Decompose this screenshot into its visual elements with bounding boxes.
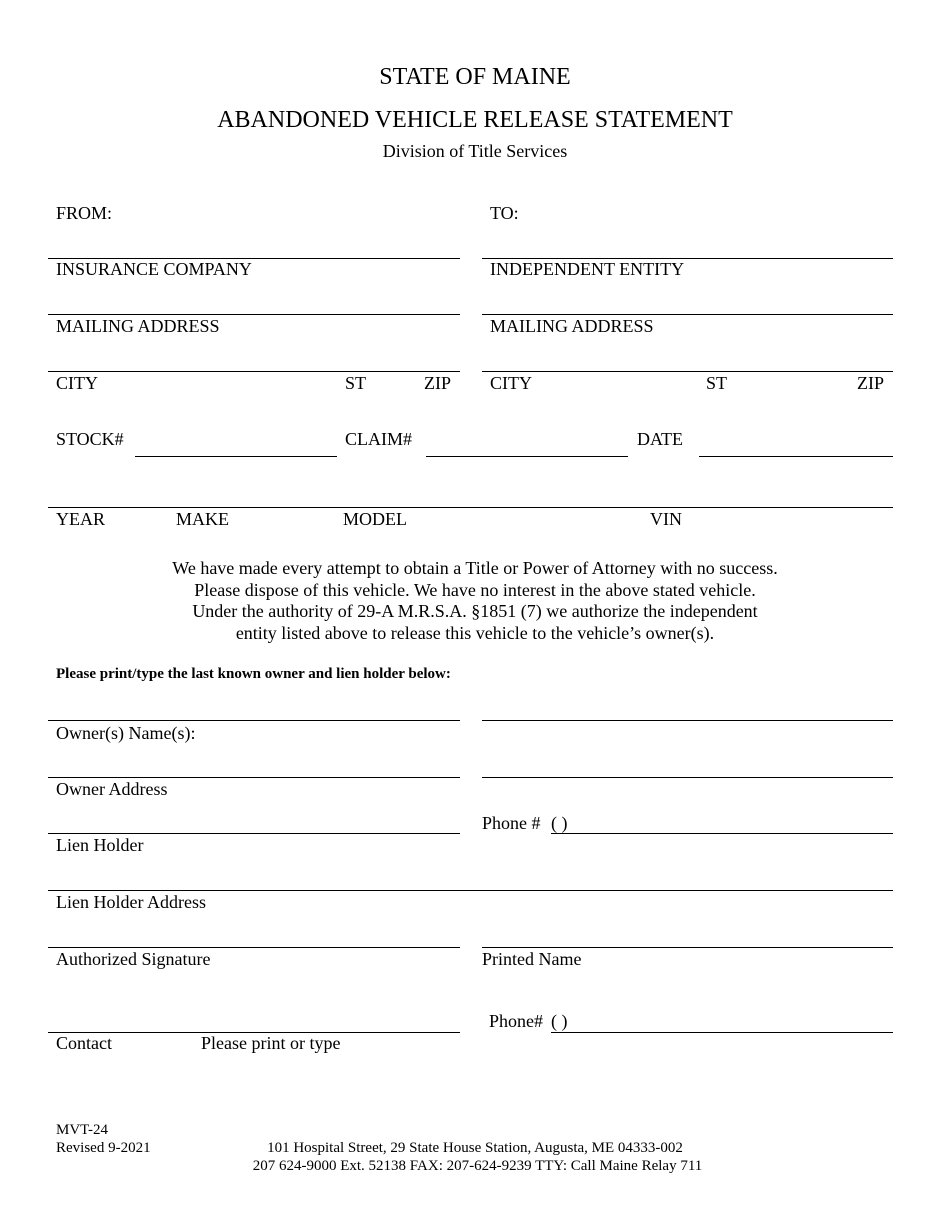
from-zip-label: ZIP xyxy=(424,373,451,393)
owner-address-line xyxy=(48,777,460,778)
from-city-line xyxy=(48,371,460,372)
to-zip-label: ZIP xyxy=(857,373,884,393)
authorized-signature-field[interactable] xyxy=(48,924,460,946)
stock-field[interactable] xyxy=(135,433,337,455)
contact-phone-line xyxy=(551,1032,893,1033)
footer-address: 101 Hospital Street, 29 State House Station, Augusta, ME 04333-002 xyxy=(267,1140,683,1156)
owner-phone-line xyxy=(551,833,893,834)
statement-line-3: Under the authority of 29-A M.R.S.A. §1851 (7) we authorize the independent xyxy=(192,601,758,621)
owner-phone-label: Phone # xyxy=(482,813,541,833)
statement-line-2: Please dispose of this vehicle. We have no interest in the above stated vehicle. xyxy=(194,580,756,600)
footer-contact: 207 624-9000 Ext. 52138 FAX: 207-624-9239 TTY: Call Maine Relay 711 xyxy=(252,1158,703,1174)
state-heading: STATE OF MAINE xyxy=(379,64,571,90)
year-label: YEAR xyxy=(56,509,105,529)
from-mailing-address-line xyxy=(48,314,460,315)
authorized-signature-line xyxy=(48,947,460,948)
independent-entity-label: INDEPENDENT ENTITY xyxy=(490,259,685,279)
statement-line-1: We have made every attempt to obtain a Title or Power of Attorney with no success. xyxy=(172,558,778,578)
lien-holder-address-line xyxy=(48,890,893,891)
insurance-company-field[interactable] xyxy=(48,235,460,257)
printed-name-line xyxy=(482,947,893,948)
owner-names-line-2 xyxy=(482,720,893,721)
owner-names-field-2[interactable] xyxy=(482,697,893,719)
owner-phone-field[interactable] xyxy=(551,810,893,832)
division-subtitle: Division of Title Services xyxy=(382,141,568,161)
owner-phone-area-code: ( ) xyxy=(551,813,568,833)
owner-names-field[interactable] xyxy=(48,697,460,719)
statement-line-4: entity listed above to release this vehicle to the vehicle’s owner(s). xyxy=(235,623,715,643)
to-mailing-address-line xyxy=(482,314,893,315)
printed-name-label: Printed Name xyxy=(482,949,582,969)
owner-address-field-2[interactable] xyxy=(482,754,893,776)
contact-phone-field[interactable] xyxy=(551,1009,893,1031)
from-label: FROM: xyxy=(56,203,113,223)
owner-address-label: Owner Address xyxy=(56,779,168,799)
authorized-signature-label: Authorized Signature xyxy=(56,949,211,969)
owner-address-line-2 xyxy=(482,777,893,778)
owner-names-line xyxy=(48,720,460,721)
to-city-st-zip-field[interactable] xyxy=(482,349,893,371)
print-note: Please print or type xyxy=(201,1033,341,1053)
claim-line xyxy=(426,456,628,457)
owner-names-label: Owner(s) Name(s): xyxy=(56,723,196,743)
to-mailing-address-field[interactable] xyxy=(482,292,893,314)
date-label: DATE xyxy=(637,429,683,449)
vehicle-info-line xyxy=(48,507,893,508)
from-st-label: ST xyxy=(345,373,367,393)
contact-phone-area-code: ( ) xyxy=(551,1011,568,1031)
date-field[interactable] xyxy=(699,433,893,455)
vehicle-info-field[interactable] xyxy=(48,484,893,506)
stock-line xyxy=(135,456,337,457)
to-st-label: ST xyxy=(706,373,728,393)
date-line xyxy=(699,456,893,457)
lien-holder-field[interactable] xyxy=(48,810,460,832)
from-city-st-zip-field[interactable] xyxy=(48,349,460,371)
model-label: MODEL xyxy=(343,509,407,529)
printed-name-field[interactable] xyxy=(482,924,893,946)
lien-holder-address-field[interactable] xyxy=(48,867,893,889)
form-title: ABANDONED VEHICLE RELEASE STATEMENT xyxy=(217,107,733,133)
from-mailing-address-label: MAILING ADDRESS xyxy=(56,316,220,336)
to-city-label: CITY xyxy=(490,373,532,393)
lien-holder-address-label: Lien Holder Address xyxy=(56,892,206,912)
lien-holder-label: Lien Holder xyxy=(56,835,144,855)
revised-date: Revised 9-2021 xyxy=(56,1140,151,1156)
insurance-company-label: INSURANCE COMPANY xyxy=(56,259,252,279)
claim-field[interactable] xyxy=(426,433,628,455)
from-city-label: CITY xyxy=(56,373,98,393)
stock-label: STOCK# xyxy=(56,429,124,449)
to-mailing-address-label: MAILING ADDRESS xyxy=(490,316,654,336)
to-label: TO: xyxy=(490,203,519,223)
contact-phone-label: Phone# xyxy=(489,1011,543,1031)
contact-label: Contact xyxy=(56,1033,112,1053)
from-mailing-address-field[interactable] xyxy=(48,292,460,314)
owner-address-field[interactable] xyxy=(48,754,460,776)
independent-entity-field[interactable] xyxy=(482,235,893,257)
make-label: MAKE xyxy=(176,509,229,529)
lien-holder-line xyxy=(48,833,460,834)
claim-label: CLAIM# xyxy=(345,429,412,449)
vin-label: VIN xyxy=(650,509,682,529)
to-city-line xyxy=(482,371,893,372)
form-number: MVT-24 xyxy=(56,1122,108,1138)
owner-instruction: Please print/type the last known owner and lien holder below: xyxy=(56,666,451,682)
contact-field[interactable] xyxy=(48,1009,460,1031)
